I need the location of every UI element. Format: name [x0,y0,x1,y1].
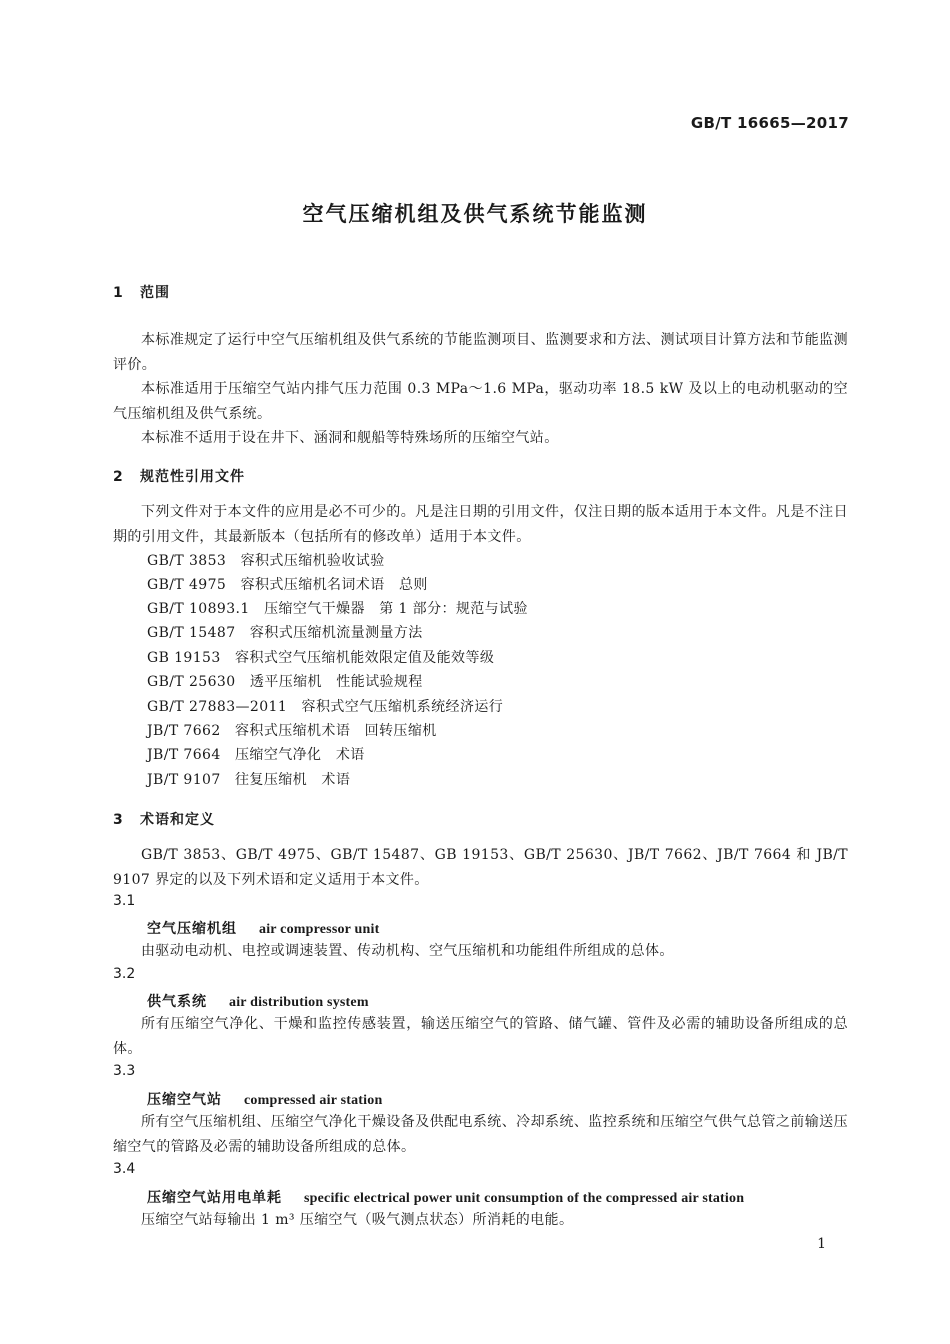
paragraph: 本标准不适用于设在井下、涵洞和舰船等特殊场所的压缩空气站。 [141,430,559,446]
paragraph: 本标准适用于压缩空气站内排气压力范围 0.3 MPa～1.6 MPa，驱动功率 18.5 kW 及以上的电动机驱动的空气压缩机组及供气系统。 [113,381,848,422]
reference-item: GB/T 15487 容积式压缩机流量测量方法 [147,625,423,641]
term-chinese: 压缩空气站 [147,1092,222,1108]
section-title: 规范性引用文件 [140,469,245,485]
clause-number: 3.4 [113,1161,136,1177]
reference-item: JB/T 9107 往复压缩机 术语 [147,772,351,788]
term-definition: 压缩空气站每输出 1 m³ 压缩空气（吸气测点状态）所消耗的电能。 [141,1212,574,1228]
section-title: 术语和定义 [140,812,215,828]
reference-item: JB/T 7664 压缩空气净化 术语 [147,747,365,763]
term-english: air distribution system [229,995,369,1010]
reference-item: GB/T 27883—2011 容积式空气压缩机系统经济运行 [147,699,504,715]
paragraph: GB/T 3853、GB/T 4975、GB/T 15487、GB 19153、GB/T 25630、JB/T 7662、JB/T 7664 和 JB/T 9107 界定的以及下列术语和定义适用于本文件。 [113,847,848,888]
reference-item: GB/T 25630 透平压缩机 性能试验规程 [147,674,423,690]
term-english: air compressor unit [259,922,380,937]
section-1-heading [113,282,170,302]
page-number: 1 [817,1236,826,1252]
term-chinese: 空气压缩机组 [147,921,237,937]
reference-item: GB 19153 容积式空气压缩机能效限定值及能效等级 [147,650,495,666]
paragraph: 下列文件对于本文件的应用是必不可少的。凡是注日期的引用文件，仅注日期的版本适用于本文件。凡是不注日期的引用文件，其最新版本（包括所有的修改单）适用于本文件。 [113,504,848,545]
section-2-heading [113,466,245,486]
section-title: 范围 [140,285,170,301]
section-3-heading [113,809,215,829]
clause-number: 3.2 [113,966,136,982]
term-chinese: 压缩空气站用电单耗 [147,1190,282,1206]
term-definition: 所有压缩空气净化、干燥和监控传感装置，输送压缩空气的管路、储气罐、管件及必需的辅助设备所组成的总体。 [113,1016,848,1057]
section-number: 1 [113,285,124,301]
reference-item: GB/T 4975 容积式压缩机名词术语 总则 [147,577,428,593]
section-number: 2 [113,469,124,485]
term-entry [147,991,369,1011]
term-english: specific electrical power unit consumption of the compressed air station [304,1191,745,1206]
term-definition: 由驱动电动机、电控或调速装置、传动机构、空气压缩机和功能组件所组成的总体。 [141,943,674,959]
reference-item: JB/T 7662 容积式压缩机术语 回转压缩机 [147,723,437,739]
term-entry [147,918,379,938]
term-definition: 所有空气压缩机组、压缩空气净化干燥设备及供配电系统、冷却系统、监控系统和压缩空气供气总管之前输送压缩空气的管路及必需的辅助设备所组成的总体。 [113,1114,848,1155]
section-number: 3 [113,812,124,828]
term-english: compressed air station [244,1093,383,1108]
clause-number: 3.1 [113,893,136,909]
reference-item: GB/T 10893.1 压缩空气干燥器 第 1 部分：规范与试验 [147,601,528,617]
standard-code: GB/T 16665—2017 [690,114,849,132]
reference-item: GB/T 3853 容积式压缩机验收试验 [147,553,385,569]
clause-number: 3.3 [113,1063,136,1079]
term-chinese: 供气系统 [147,994,207,1010]
term-entry [147,1187,744,1207]
document-title: 空气压缩机组及供气系统节能监测 [302,202,648,226]
term-entry [147,1089,382,1109]
paragraph: 本标准规定了运行中空气压缩机组及供气系统的节能监测项目、监测要求和方法、测试项目计算方法和节能监测评价。 [113,332,848,373]
